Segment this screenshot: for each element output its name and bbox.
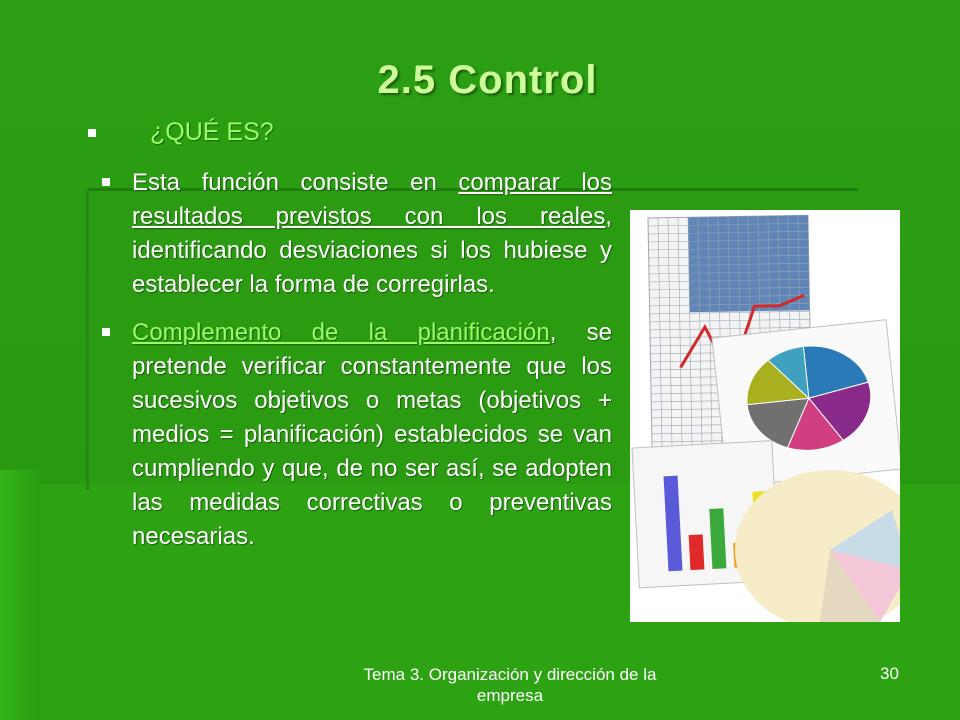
bullet-item: [100, 316, 612, 554]
text-run: , identificando desviaciones si los hubiese y establecer la forma de corregirlas.: [132, 203, 612, 298]
page-number: 30: [880, 664, 899, 683]
slide-title: 2.5 Control: [377, 58, 598, 102]
bullet-list: [100, 166, 612, 568]
bullet-item: [100, 166, 612, 302]
background-left-strip: [0, 470, 40, 720]
bullet-text: [132, 166, 612, 302]
text-run: , se pretende verificar constantemente que los sucesivos objetivos o metas (objetivos + medios = planificación) establecidos se van cumpliendo y que, de no ser así, se adopten las medidas correctivas o preventivas necesarias.: [132, 319, 612, 550]
footer-text: Tema 3. Organización y dirección de la empresa: [363, 665, 657, 705]
background-line-vertical: [86, 190, 89, 490]
text-run: comparar los resultados previstos con los reales: [132, 169, 612, 230]
bar: [689, 534, 705, 570]
square-bullet-icon: [102, 328, 110, 336]
text-run: Esta función consiste en: [132, 169, 459, 196]
charts-image: [630, 210, 900, 622]
subtitle-text: ¿QUÉ ES?: [150, 118, 274, 146]
text-run: Complemento de la planificación: [132, 319, 550, 346]
square-bullet-icon: [88, 129, 96, 137]
subtitle-bullet: [88, 118, 274, 147]
charts-illustration-icon: [630, 210, 900, 622]
bullet-text: [132, 316, 612, 554]
square-bullet-icon: [102, 178, 110, 186]
